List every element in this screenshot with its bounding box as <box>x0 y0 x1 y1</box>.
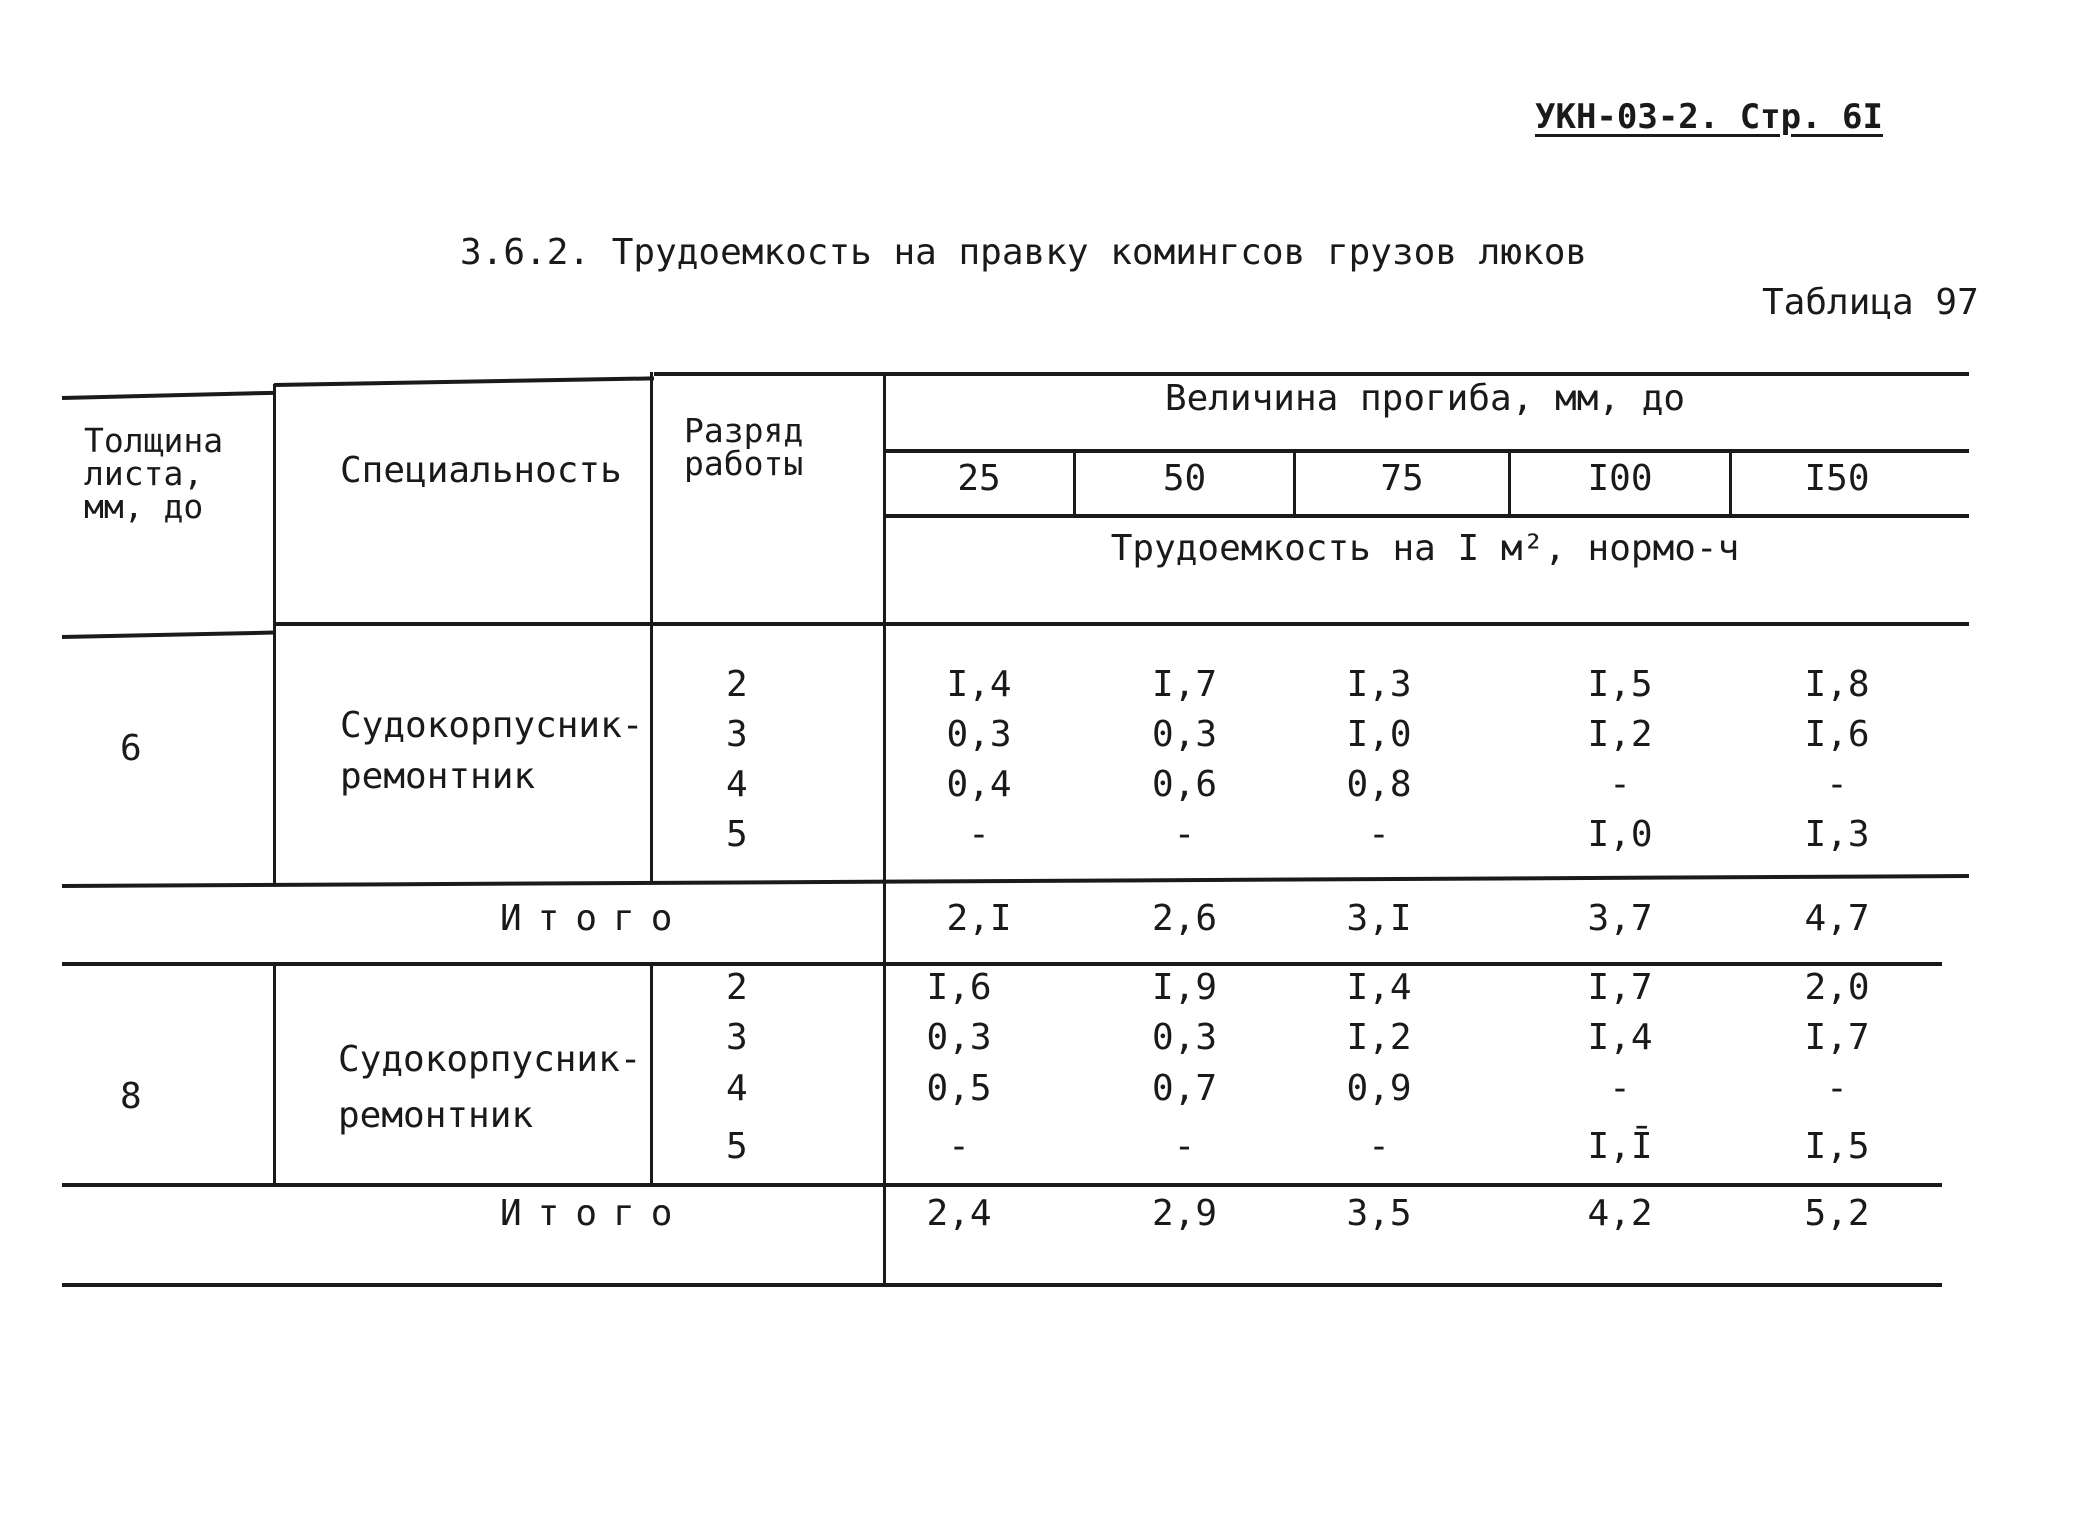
value-cell: 0,6 <box>1151 764 1218 805</box>
header-thickness: Толщина листа, мм, до <box>84 421 224 526</box>
value-cell: - <box>1368 814 1390 855</box>
grade-cell: 2 <box>726 664 748 705</box>
thickness-value: 8 <box>120 1076 142 1117</box>
total-cell: 3,5 <box>1346 1193 1412 1234</box>
col-divider <box>650 372 653 884</box>
value-cell: I,2 <box>1587 714 1653 755</box>
value-cell: I,3 <box>1346 664 1412 705</box>
grade-cell: 3 <box>726 714 748 755</box>
value-cell: 0,7 <box>1151 1068 1218 1109</box>
deflection-75: 75 <box>1380 458 1424 499</box>
value-cell: I,7 <box>1151 664 1218 705</box>
col-divider <box>650 962 653 1183</box>
header-labor: Трудоемкость на I м², нормо-ч <box>1110 528 1740 569</box>
section-title: 3.6.2. Трудоемкость на правку комингсов грузов люков <box>460 232 1588 273</box>
value-cell: - <box>948 1126 970 1167</box>
deflection-100: I00 <box>1587 458 1653 499</box>
value-cell: 0,3 <box>946 714 1012 755</box>
value-cell: - <box>1609 764 1631 805</box>
header-deflection: Величина прогиба, мм, до <box>1164 378 1686 419</box>
total-label: Итого <box>500 1193 689 1234</box>
value-cell: 0,5 <box>926 1068 992 1109</box>
value-cell: I,6 <box>1804 714 1870 755</box>
grade-cell: 3 <box>726 1017 748 1058</box>
value-cell: - <box>1173 1126 1196 1167</box>
deflection-150: I50 <box>1804 458 1870 499</box>
value-cell: I,0 <box>1587 814 1653 855</box>
table-bottom-rule <box>62 1283 1942 1287</box>
value-cell: - <box>968 814 990 855</box>
value-cell: - <box>1609 1068 1631 1109</box>
grade-cell: 4 <box>726 1068 748 1109</box>
specialty-value: Судокорпусник- ремонтник <box>338 1039 642 1136</box>
table-top-rule <box>654 372 1969 376</box>
grade-cell: 4 <box>726 764 748 805</box>
specialty-value: Судокорпусник- ремонтник <box>340 705 644 797</box>
value-cell: I,4 <box>1587 1017 1653 1058</box>
grade-cell: 2 <box>726 967 748 1008</box>
deflection-divider <box>885 449 1969 453</box>
total-cell: 4,7 <box>1804 898 1870 939</box>
value-cell: I,5 <box>1804 1126 1870 1167</box>
total-cell: 3,I <box>1346 898 1412 939</box>
header-specialty: Специальность <box>340 450 622 491</box>
value-cell: 0,8 <box>1346 764 1412 805</box>
header-bottom-rule <box>62 631 274 639</box>
value-cell: 0,3 <box>926 1017 992 1058</box>
table-top-rule <box>274 376 654 387</box>
group2-bottom-rule <box>62 1183 1942 1187</box>
value-cell: I,7 <box>1587 967 1653 1008</box>
deflection-25: 25 <box>957 458 1001 499</box>
value-cell: I,8 <box>1804 664 1870 705</box>
thickness-value: 6 <box>120 728 142 769</box>
value-cell: - <box>1173 814 1196 855</box>
header-grade: Разряд работы <box>684 411 804 483</box>
table-label: Таблица 97 <box>1762 282 1979 323</box>
value-cell: I,4 <box>946 664 1012 705</box>
value-cell: I,4 <box>1346 967 1412 1008</box>
value-cell: 0,9 <box>1346 1068 1412 1109</box>
total-cell: 3,7 <box>1587 898 1653 939</box>
total-cell: 2,9 <box>1151 1193 1218 1234</box>
value-cell: I,6 <box>926 967 992 1008</box>
col-divider <box>273 962 276 1183</box>
grade-cell: 5 <box>726 1126 748 1167</box>
value-cell: I,5 <box>1587 664 1653 705</box>
total-cell: 2,4 <box>926 1193 992 1234</box>
total1-bottom-rule <box>62 962 1942 966</box>
group1-bottom-rule <box>62 874 1969 888</box>
total-cell: 5,2 <box>1804 1193 1870 1234</box>
grade-cell: 5 <box>726 814 748 855</box>
deflection-values-divider <box>885 514 1969 518</box>
deflection-50: 50 <box>1162 458 1207 499</box>
value-cell: I,9 <box>1151 967 1218 1008</box>
value-cell: 0,3 <box>1151 714 1218 755</box>
total-cell: 4,2 <box>1587 1193 1653 1234</box>
value-cell: I,2 <box>1346 1017 1412 1058</box>
total-label: Итого <box>500 898 689 939</box>
value-cell: I,Ī <box>1587 1126 1653 1167</box>
value-cell: I,7 <box>1804 1017 1870 1058</box>
value-cell: I,0 <box>1346 714 1412 755</box>
document-reference: УКН-03-2. Стр. 6I <box>1535 97 1883 137</box>
total-cell: 2,I <box>946 898 1012 939</box>
table-top-rule <box>62 391 274 400</box>
value-cell: - <box>1368 1126 1390 1167</box>
value-cell: - <box>1826 1068 1848 1109</box>
value-cell: I,3 <box>1804 814 1870 855</box>
value-cell: 0,4 <box>946 764 1012 805</box>
value-cell: - <box>1826 764 1848 805</box>
header-bottom-rule <box>274 622 1969 626</box>
col-divider <box>273 384 276 884</box>
total-cell: 2,6 <box>1151 898 1218 939</box>
value-cell: 0,3 <box>1151 1017 1218 1058</box>
value-cell: 2,0 <box>1804 967 1870 1008</box>
